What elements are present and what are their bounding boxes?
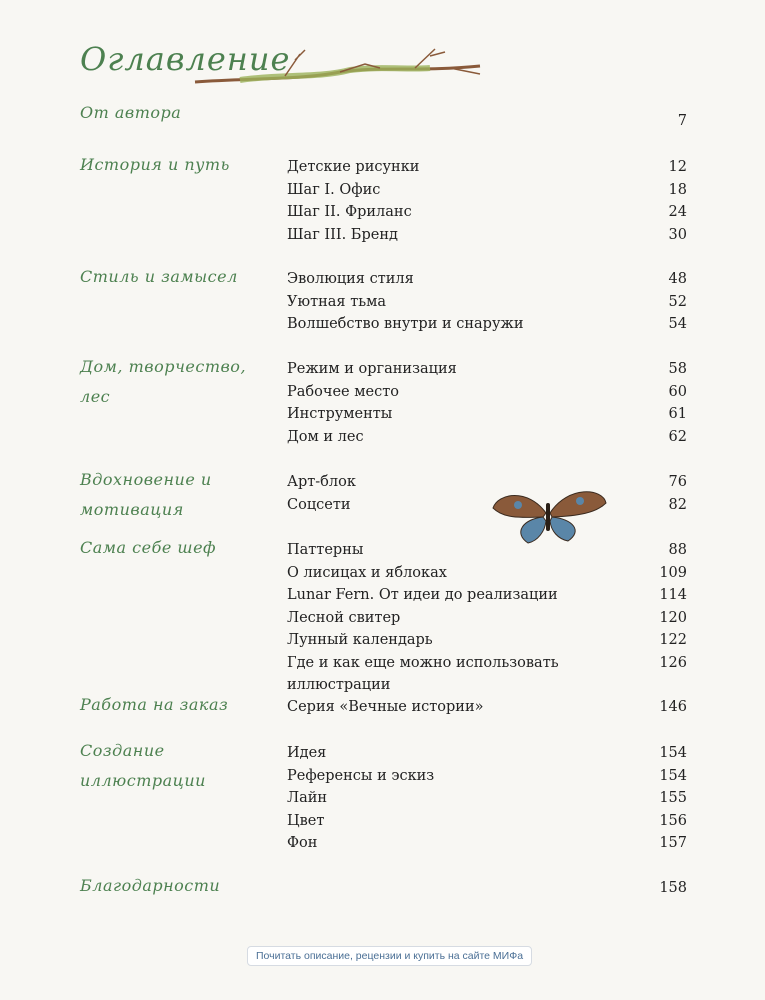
entry-page: 60: [668, 383, 687, 400]
entry-title: Лунный календарь: [287, 632, 433, 648]
section-heading: Дом, творчество, лес: [80, 357, 247, 406]
entry-title: Идея: [287, 745, 327, 761]
entry-title: Цвет: [287, 812, 325, 829]
entry-title: Режим и организация: [287, 361, 457, 377]
entry-title: Серия «Вечные истории»: [287, 699, 484, 715]
entry-title: Фон: [287, 835, 318, 851]
entry-title: Инструменты: [287, 406, 393, 422]
section-heading: Сама себе шеф: [80, 538, 217, 557]
entry-page: 158: [659, 880, 687, 896]
entry-title: Эволюция стиля: [287, 271, 414, 287]
entry-list: [287, 471, 687, 516]
toc-entry[interactable]: [287, 156, 687, 179]
entry-page: 154: [659, 767, 687, 784]
toc-entry[interactable]: [287, 562, 687, 585]
entry-page: 157: [659, 835, 687, 851]
toc-entry[interactable]: [287, 742, 687, 765]
toc-entry[interactable]: [287, 494, 687, 517]
entry-title: Паттерны: [287, 542, 364, 558]
toc-entry[interactable]: [287, 403, 687, 426]
section-heading: Благодарности: [80, 876, 221, 895]
toc-entry[interactable]: [287, 539, 687, 562]
entry-list: [287, 156, 687, 246]
toc-entry[interactable]: [287, 810, 687, 833]
entry-page: 126: [659, 654, 687, 671]
entry-page: 114: [659, 587, 687, 603]
toc-entry[interactable]: [287, 110, 687, 133]
entry-title: Lunar Fern. От идеи до реализации: [287, 587, 558, 603]
entry-list: [287, 268, 687, 336]
toc-entry[interactable]: [287, 179, 687, 202]
toc-entry[interactable]: [287, 291, 687, 314]
entry-page: 7: [677, 113, 687, 129]
entry-page: 76: [668, 474, 687, 490]
entry-page: 24: [668, 204, 687, 220]
entry-list: [287, 539, 687, 693]
section-heading: История и путь: [80, 155, 230, 174]
entry-title: Уютная тьма: [287, 293, 387, 310]
toc-entry[interactable]: [287, 765, 687, 788]
entry-list: [287, 742, 687, 855]
toc-entry[interactable]: [287, 652, 687, 693]
entry-page: 156: [659, 812, 687, 829]
entry-title: Волшебство внутри и снаружи: [287, 316, 524, 332]
entry-list: [287, 696, 687, 719]
entry-title: Где и как еще можно использовать иллюстрации: [287, 654, 559, 693]
entry-page: 61: [668, 406, 687, 422]
section-heading: От автора: [80, 103, 182, 122]
entry-title: Лайн: [287, 790, 328, 806]
entry-page: 146: [659, 699, 687, 715]
page-title: Оглавление: [80, 40, 291, 78]
toc-entry[interactable]: [287, 201, 687, 224]
entry-page: 30: [668, 226, 687, 243]
toc-entry[interactable]: [287, 832, 687, 855]
entry-title: Лесной свитер: [287, 609, 401, 626]
section-heading: Вдохновение и мотивация: [80, 470, 212, 519]
entry-title: Шаг I. Офис: [287, 181, 381, 198]
entry-list: [287, 877, 687, 900]
toc-entry[interactable]: [287, 607, 687, 630]
entry-page: 12: [668, 159, 687, 175]
toc-entry[interactable]: [287, 224, 687, 247]
toc-entry[interactable]: [287, 471, 687, 494]
entry-title: Шаг II. Фриланс: [287, 204, 412, 220]
entry-list: [287, 358, 687, 448]
toc-entry[interactable]: [287, 268, 687, 291]
entry-page: 154: [659, 745, 687, 761]
entry-title: Референсы и эскиз: [287, 767, 435, 784]
section-heading: Работа на заказ: [80, 695, 229, 714]
entry-page: 120: [659, 609, 687, 626]
toc-entry[interactable]: [287, 313, 687, 336]
toc-entry[interactable]: [287, 381, 687, 404]
entry-page: 54: [668, 316, 687, 332]
toc-entry[interactable]: [287, 696, 687, 719]
entry-list: [287, 110, 687, 133]
entry-page: 88: [668, 542, 687, 558]
entry-page: 155: [659, 790, 687, 806]
entry-title: Арт-блок: [287, 474, 356, 490]
toc-entry[interactable]: [287, 358, 687, 381]
entry-title: О лисицах и яблоках: [287, 564, 447, 581]
entry-page: 18: [668, 181, 687, 198]
section-heading: Создание иллюстрации: [80, 741, 206, 790]
entry-page: 122: [659, 632, 687, 648]
entry-title: Дом и лес: [287, 428, 364, 445]
shop-link[interactable]: Почитать описание, рецензии и купить на сайте МИФа: [247, 946, 532, 966]
entry-title: Рабочее место: [287, 383, 399, 400]
butterfly-illustration: [488, 483, 608, 548]
entry-page: 62: [668, 428, 687, 445]
branch-illustration: [190, 44, 490, 94]
section-heading: Стиль и замысел: [80, 267, 238, 286]
entry-title: Шаг III. Бренд: [287, 226, 398, 243]
entry-page: 48: [668, 271, 687, 287]
toc-entry[interactable]: [287, 584, 687, 607]
toc-entry[interactable]: [287, 426, 687, 449]
entry-page: 52: [668, 293, 687, 310]
toc-entry[interactable]: [287, 787, 687, 810]
entry-page: 58: [668, 361, 687, 377]
entry-page: 82: [668, 496, 687, 513]
entry-page: 109: [659, 564, 687, 581]
entry-title: Соцсети: [287, 496, 351, 513]
toc-entry[interactable]: [287, 877, 687, 900]
entry-title: Детские рисунки: [287, 159, 420, 175]
toc-entry[interactable]: [287, 629, 687, 652]
